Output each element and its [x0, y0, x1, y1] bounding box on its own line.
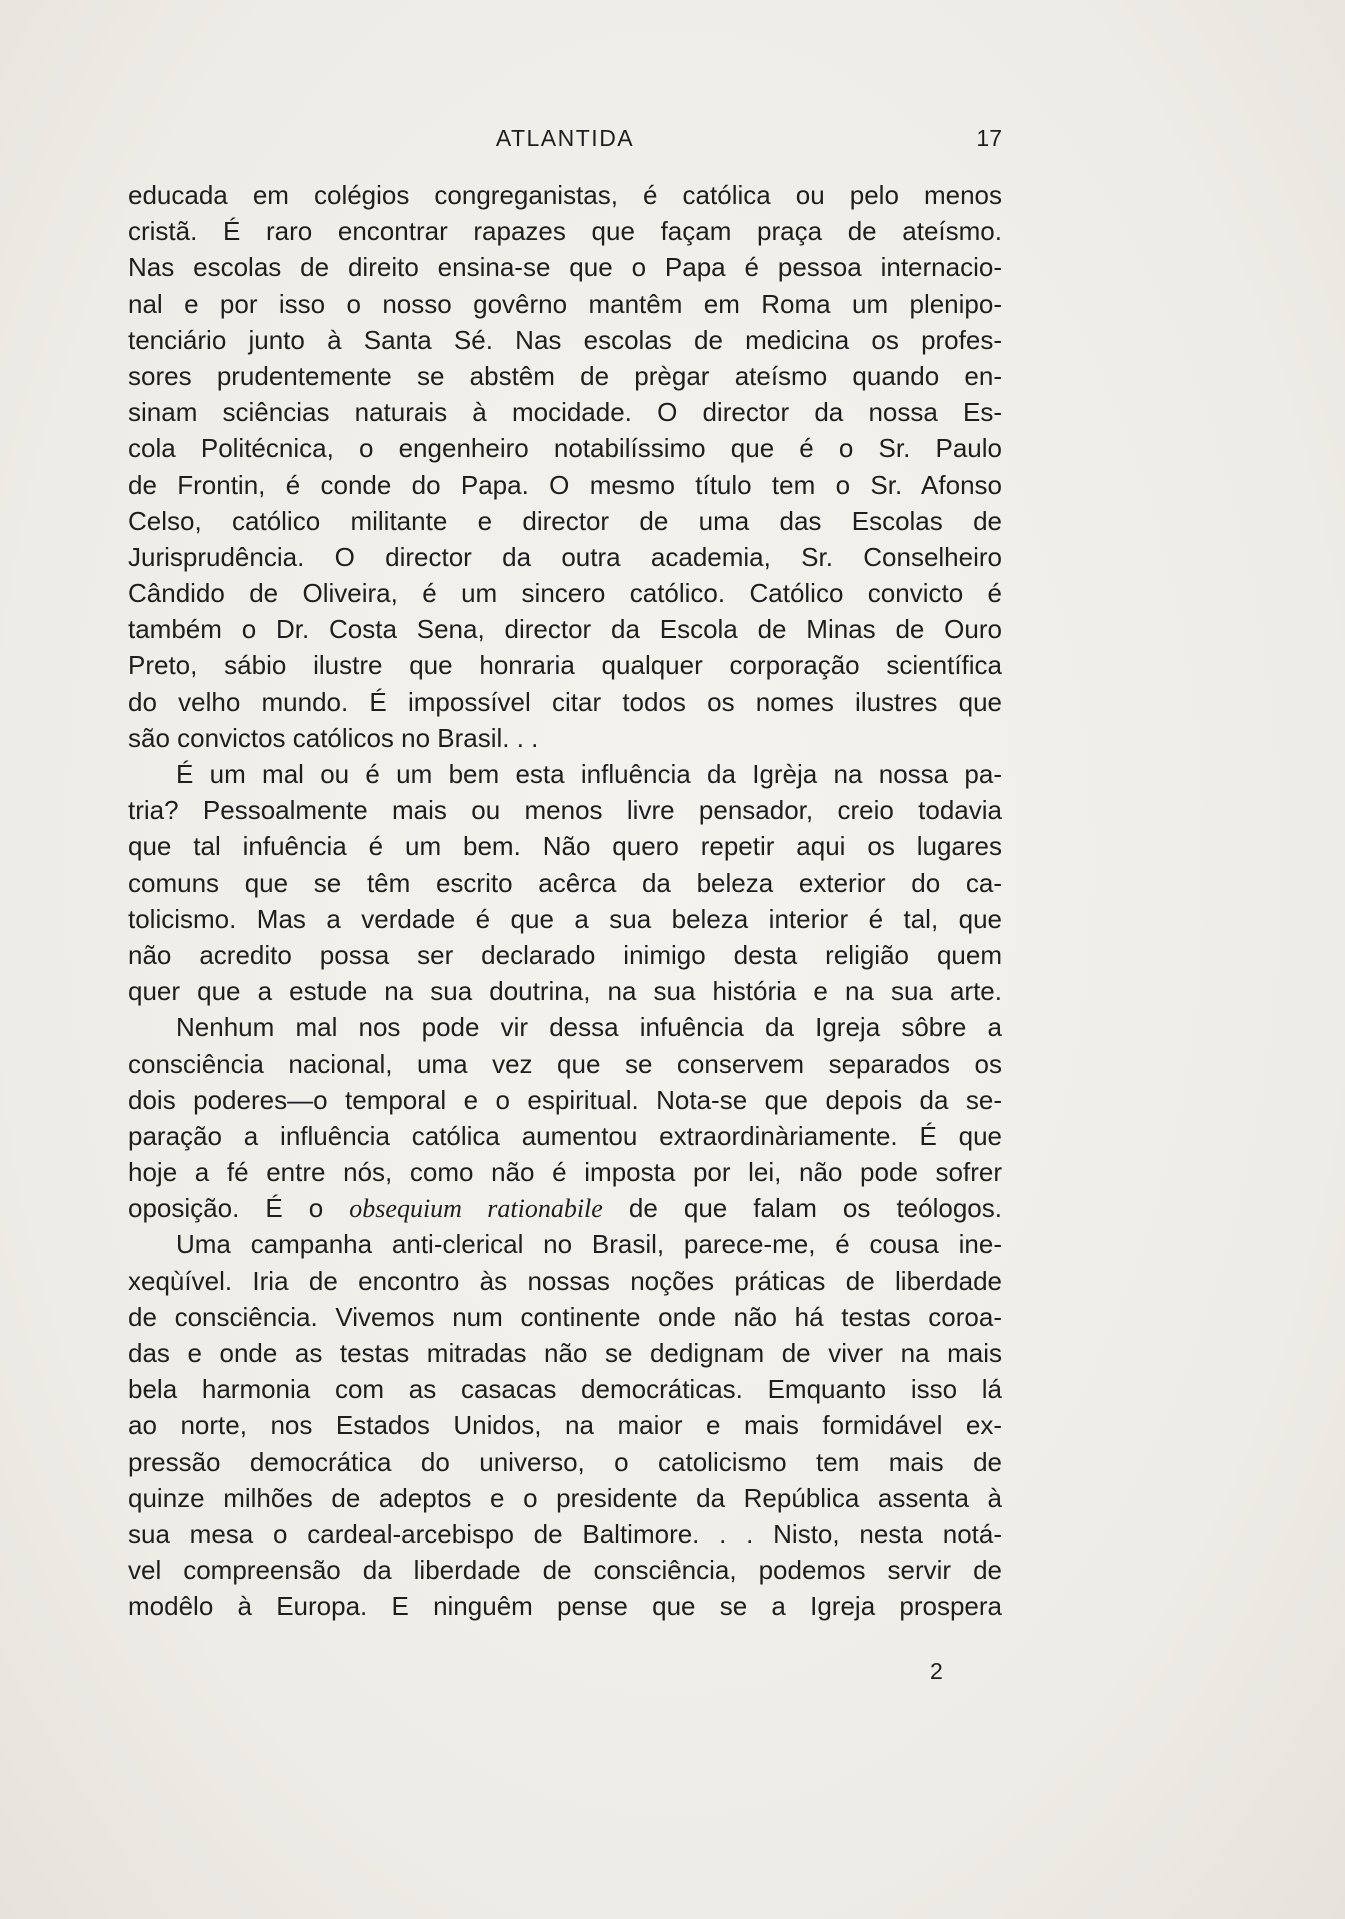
- text-line: tolicismo. Mas a verdade é que a sua beleza interior é tal, que: [128, 903, 1002, 934]
- text-line: vel compreensão da liberdade de consciência, podemos servir de: [128, 1555, 1002, 1586]
- text-line: quinze milhões de adeptos e o presidente da República assenta à: [128, 1482, 1002, 1513]
- text-line: são convictos católicos no Brasil. . .: [128, 722, 539, 753]
- text-line: Uma campanha anti-clerical no Brasil, parece-me, é cousa ine-: [176, 1229, 1002, 1260]
- text-line: Jurisprudência. O director da outra academia, Sr. Conselheiro: [128, 541, 1002, 572]
- text-line: do velho mundo. É impossível citar todos os nomes ilustres que: [128, 686, 1002, 717]
- text-line: hoje a fé entre nós, como não é imposta por lei, não pode sofrer: [128, 1157, 1002, 1188]
- text-line: É um mal ou é um bem esta influência da Igrèja na nossa pa-: [176, 759, 1002, 789]
- text-line: bela harmonia com as casacas democráticas. Emquanto isso lá: [128, 1374, 1002, 1405]
- text-line: não acredito possa ser declarado inimigo desta religião quem: [128, 939, 1002, 970]
- text-line: comuns que se têm escrito acêrca da beleza exterior do ca-: [128, 867, 1002, 898]
- signature-mark: 2: [930, 1658, 943, 1684]
- text-line: Cândido de Oliveira, é um sincero católico. Católico convicto é: [128, 578, 1002, 609]
- text-line: cola Politécnica, o engenheiro notabilíssimo que é o Sr. Paulo: [128, 433, 1002, 464]
- text-line: nal e por isso o nosso govêrno mantêm em Roma um plenipo-: [128, 288, 1002, 319]
- text-line: sinam sciências naturais à mocidade. O director da nossa Es-: [128, 397, 1002, 428]
- text-line: cristã. É raro encontrar rapazes que façam praça de ateísmo.: [128, 216, 1002, 247]
- body-text: [128, 177, 1002, 1625]
- text-line: paração a influência católica aumentou extraordinàriamente. É que: [128, 1120, 1002, 1151]
- text-line: consciência nacional, uma vez que se conservem separados os: [128, 1048, 1002, 1079]
- text-line: também o Dr. Costa Sena, director da Escola de Minas de Ouro: [128, 614, 1002, 645]
- text-line-mixed: [128, 1190, 1002, 1226]
- text-line: sores prudentemente se abstêm de prègar ateísmo quando en-: [128, 360, 1002, 391]
- text-line: Preto, sábio ilustre que honraria qualquer corporação scientífica: [128, 650, 1002, 681]
- text-line: quer que a estude na sua doutrina, na sua história e na sua arte.: [128, 976, 1002, 1007]
- text-line: modêlo à Europa. E ninguêm pense que se a Igreja prospera: [128, 1591, 1002, 1622]
- text-line: de Frontin, é conde do Papa. O mesmo título tem o Sr. Afonso: [128, 469, 1002, 500]
- running-head: [128, 122, 1002, 154]
- text-line: que tal infuência é um bem. Não quero repetir aqui os lugares: [128, 831, 1002, 862]
- text-line: tria? Pessoalmente mais ou menos livre pensador, creio todavia: [128, 795, 1002, 826]
- text-line: Celso, católico militante e director de uma das Escolas de: [128, 505, 1002, 536]
- text-line: Nas escolas de direito ensina-se que o Papa é pessoa internacio-: [128, 252, 1002, 283]
- text-segment: oposição. É o: [128, 1193, 324, 1224]
- text-line: Nenhum mal nos pode vir dessa infuência da Igreja sôbre a: [176, 1012, 1002, 1043]
- text-line: tenciário junto à Santa Sé. Nas escolas de medicina os profes-: [128, 324, 1002, 355]
- running-title: ATLANTIDA: [495, 125, 635, 151]
- text-line: das e onde as testas mitradas não se dedignam de viver na mais: [128, 1338, 1002, 1368]
- text-line: educada em colégios congreganistas, é católica ou pelo menos: [128, 180, 1002, 210]
- text-line: dois poderes—o temporal e o espiritual. Nota-se que depois da se-: [128, 1084, 1002, 1115]
- text-segment: de que falam os teólogos.: [628, 1193, 1002, 1224]
- text-line: pressão democrática do universo, o catolicismo tem mais de: [128, 1446, 1002, 1477]
- text-line: ao norte, nos Estados Unidos, na maior e mais formidável ex-: [128, 1410, 1002, 1441]
- italic-phrase: obsequium rationabile: [349, 1194, 603, 1224]
- text-line: de consciência. Vivemos num continente onde não há testas coroa-: [128, 1301, 1002, 1332]
- page-number: 17: [976, 125, 1002, 151]
- text-line: xeqùível. Iria de encontro às nossas noções práticas de liberdade: [128, 1265, 1002, 1296]
- text-line: sua mesa o cardeal-arcebispo de Baltimore. . . Nisto, nesta notá-: [128, 1518, 1002, 1549]
